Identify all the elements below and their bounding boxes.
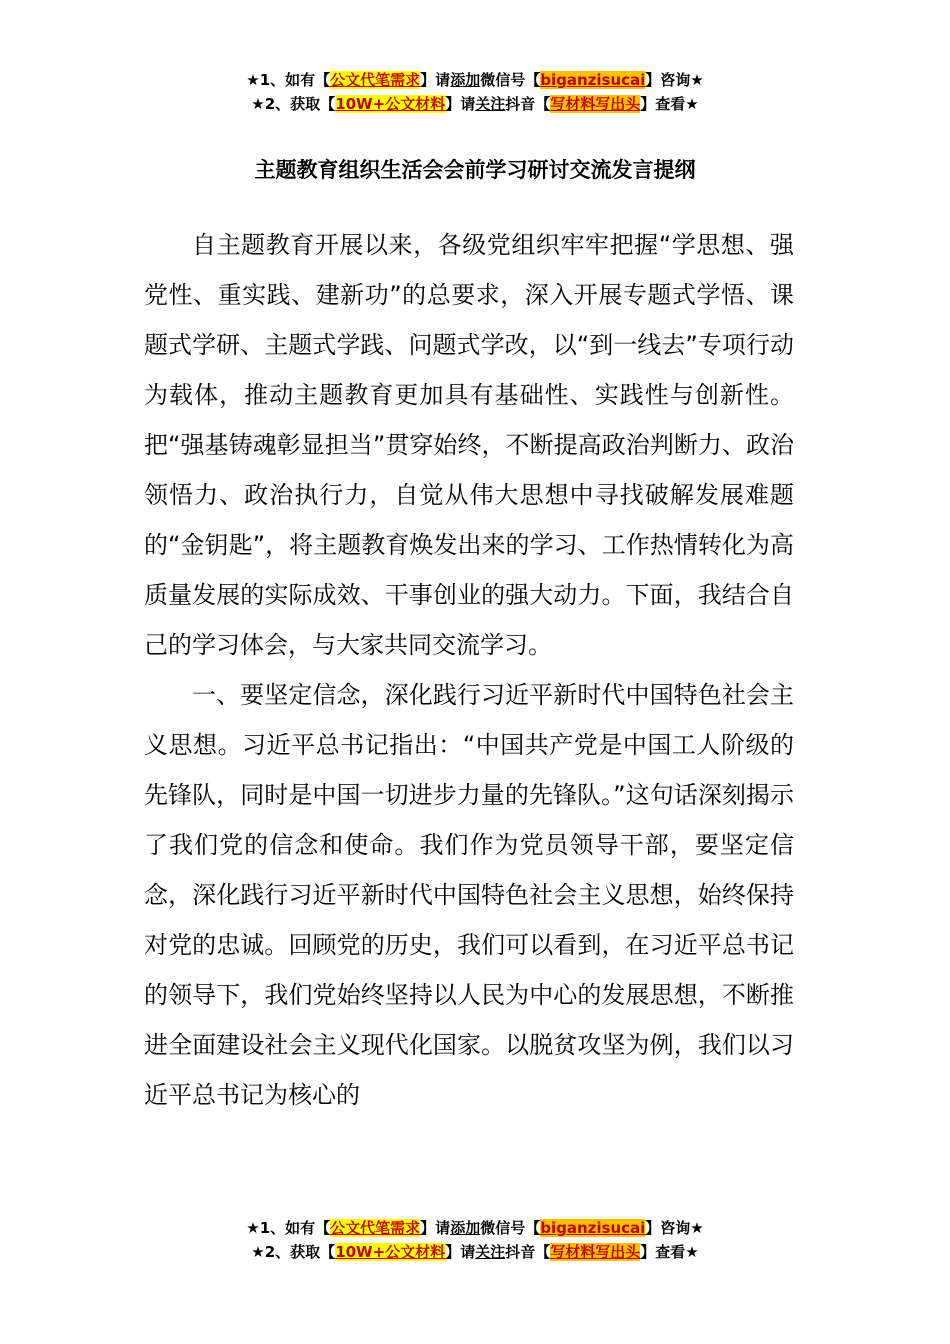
header-line-1-service-highlight: 公文代笔需求 [330,71,421,89]
header-line-2-prefix: ★2、获取【 [251,95,336,113]
footer-line-1 [0,1216,950,1240]
header-line-1-text: 】请 [420,71,451,89]
footer-line-1-text-2: 微信号【 [480,1219,541,1237]
header-line-2-douyin-id: 写材料写出头 [550,95,641,113]
paragraph-section-1: 一、要坚定信念，深化践行习近平新时代中国特色社会主义思想。习近平总书记指出：“中国共产党是中国工人阶级的先锋队，同时是中国一切进步力量的先锋队。”这句话深刻揭示了我们党的信念和使命。我们作为党员领导干部，要坚定信念，深化践行习近平新时代中国特色社会主义思想，始终保持对党的忠诚。回顾党的历史，我们可以看到，在习近平总书记的领导下，我们党始终坚持以人民为中心的发展思想，不断推进全面建设社会主义现代化国家。以脱贫攻坚为例，我们以习近平总书记为核心的 [144,681,794,1109]
footer-line-1-suffix: 】咨询★ [645,1219,704,1237]
footer-line-2-text: 】请 [445,1243,476,1261]
footer-line-1-service-highlight: 公文代笔需求 [330,1219,421,1237]
footer-line-2-douyin-id: 写材料写出头 [550,1243,641,1261]
footer-line-1-wechat-id: biganzisucai [540,1219,646,1237]
footer-line-1-emphasis: 添加 [450,1219,481,1237]
footer-line-2 [0,1240,950,1264]
header-line-2 [0,92,950,116]
document-title: 主题教育组织生活会会前学习研讨交流发言提纲 [254,158,696,182]
header-line-1-wechat-id: biganzisucai [540,71,646,89]
header-line-1-suffix: 】咨询★ [645,71,704,89]
footer-line-2-text-2: 抖音【 [505,1243,551,1261]
header-line-2-text: 】请 [445,95,476,113]
header-line-1-prefix: ★1、如有【 [246,71,331,89]
paragraph-intro: 自主题教育开展以来，各级党组织牢牢把握“学思想、强党性、重实践、建新功”的总要求，深入开展专题式学悟、课题式学研、主题式学践、问题式学改，以“到一线去”专项行动为载体，推动主题教育更加具有基础性、实践性与创新性。把“强基铸魂彰显担当”贯穿始终，不断提高政治判断力、政治领悟力、政治执行力，自觉从伟大思想中寻找破解发展难题的“金钥匙”，将主题教育焕发出来的学习、工作热情转化为高质量发展的实际成效、干事创业的强大动力。下面，我结合自己的学习体会，与大家共同交流学习。 [144,231,794,659]
footer-line-2-materials-highlight: 10W+公文材料 [335,1243,446,1261]
header-line-2-suffix: 】查看★ [640,95,699,113]
footer-banner [0,1216,950,1264]
header-line-2-emphasis: 关注 [475,95,506,113]
document-body [144,220,794,1120]
header-line-1 [0,68,950,92]
footer-line-2-emphasis: 关注 [475,1243,506,1261]
footer-line-2-suffix: 】查看★ [640,1243,699,1261]
header-banner [0,68,950,116]
header-line-1-text-2: 微信号【 [480,71,541,89]
footer-line-1-prefix: ★1、如有【 [246,1219,331,1237]
header-line-1-emphasis: 添加 [450,71,481,89]
footer-line-2-prefix: ★2、获取【 [251,1243,336,1261]
header-line-2-text-2: 抖音【 [505,95,551,113]
header-line-2-materials-highlight: 10W+公文材料 [335,95,446,113]
footer-line-1-text: 】请 [420,1219,451,1237]
